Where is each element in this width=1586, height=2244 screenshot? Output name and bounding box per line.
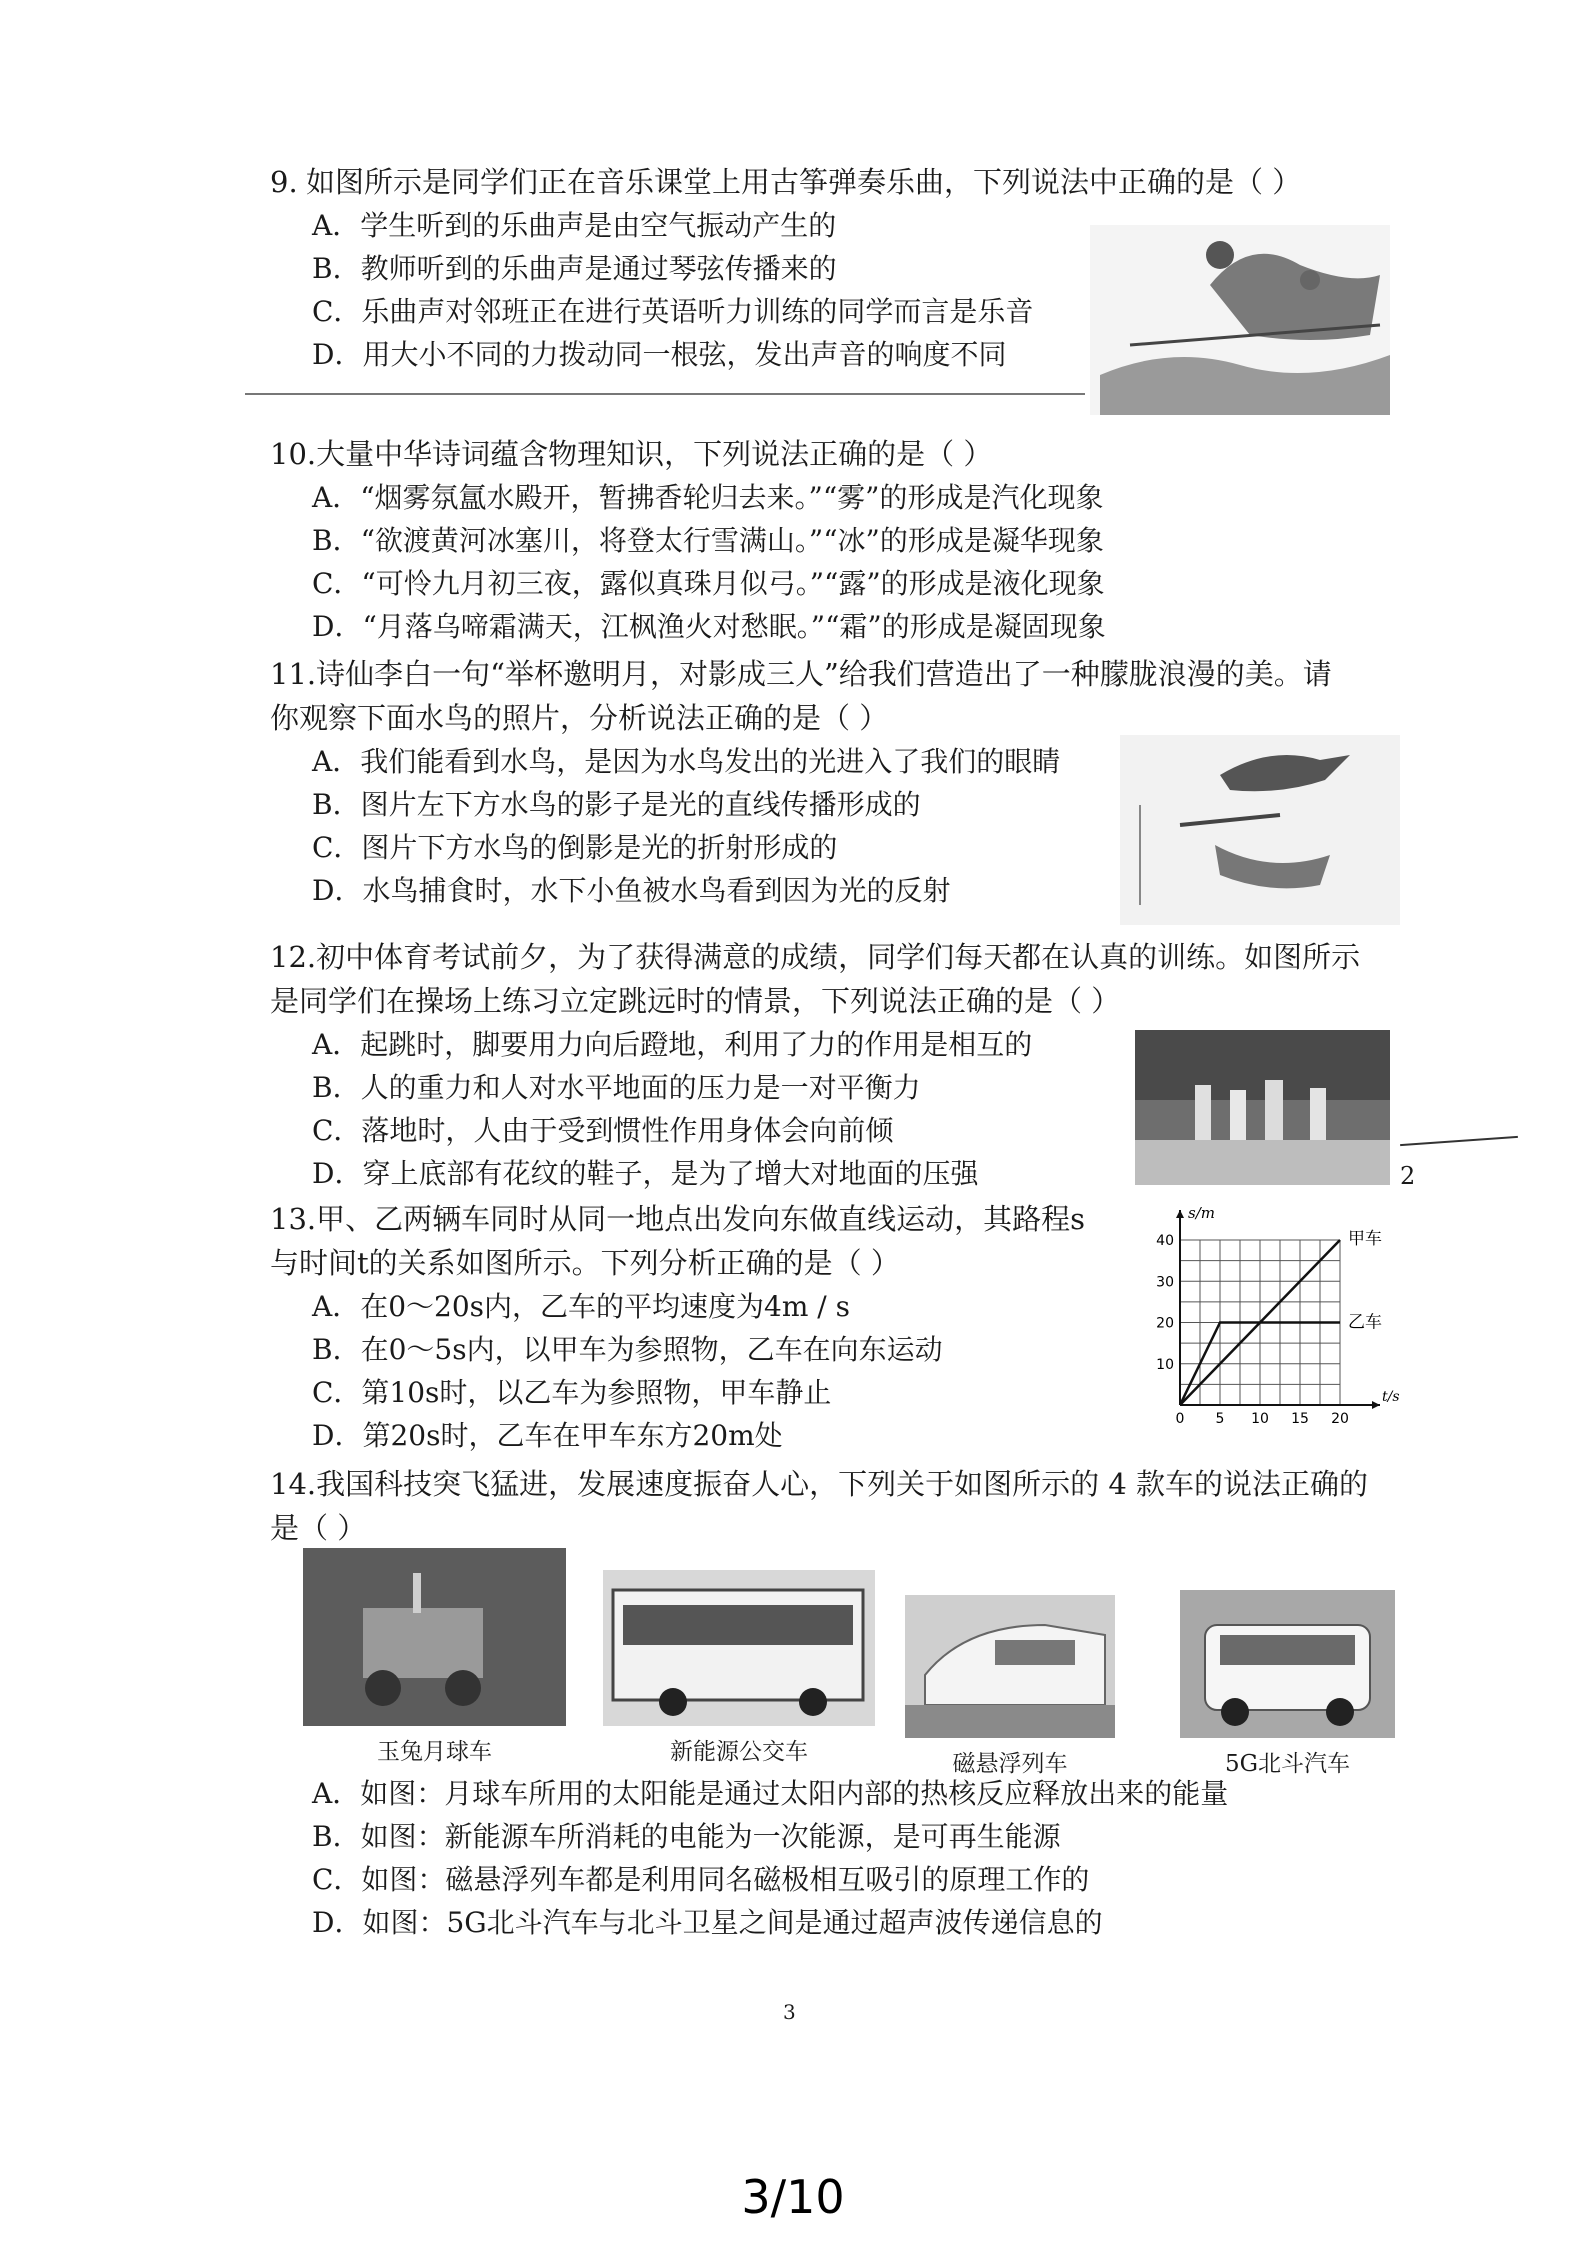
option-d: D．“月落乌啼霜满天，江枫渔火对愁眠。”“霜”的形成是凝固现象: [312, 610, 1106, 643]
question-stem-continued: 是同学们在操场上练习立定跳远时的情景，下列说法正确的是（ ）: [270, 984, 1121, 1018]
option-b: B．“欲渡黄河冰塞川，将登太行雪满山。”“冰”的形成是凝华现象: [312, 524, 1104, 557]
question-stem: 14.我国科技突飞猛进，发展速度振奋人心，下列关于如图所示的 4 款车的说法正确的: [270, 1467, 1369, 1501]
option-c: C．图片下方水鸟的倒影是光的折射形成的: [312, 831, 838, 864]
maglev-photo: [905, 1595, 1115, 1738]
lunar-rover-photo: [303, 1548, 566, 1726]
distance-time-chart: [1140, 1200, 1410, 1450]
question-10: [270, 432, 1410, 648]
option-d: D．穿上底部有花纹的鞋子，是为了增大对地面的压强: [312, 1157, 979, 1190]
x-tick-label: 10: [1251, 1411, 1269, 1427]
question-stem-continued: 是（ ）: [270, 1511, 367, 1545]
page-counter: 3/10: [741, 2170, 845, 2224]
question-stem-continued: 你观察下面水鸟的照片，分析说法正确的是（ ）: [270, 701, 889, 735]
x-tick-label: 0: [1175, 1411, 1185, 1427]
option-d: D．第20s时，乙车在甲车东方20m处: [312, 1419, 783, 1452]
long-jump-photo: [1135, 1030, 1390, 1185]
question-stem: 10.大量中华诗词蕴含物理知识，下列说法正确的是（ ）: [270, 437, 993, 471]
waterbird-photo: [1120, 735, 1400, 925]
x-axis-arrow: [1372, 1401, 1380, 1409]
margin-mark: 2: [1400, 1162, 1416, 1190]
series-label: 乙车: [1348, 1312, 1382, 1333]
option-a: A．在0～20s内，乙车的平均速度为4m / s: [312, 1290, 851, 1323]
option-a: A．我们能看到水鸟，是因为水鸟发出的光进入了我们的眼睛: [312, 745, 1061, 778]
x-axis-label: t/s: [1382, 1389, 1400, 1405]
question-14: [270, 1462, 1410, 1550]
option-b: B．如图：新能源车所消耗的电能为一次能源，是可再生能源: [312, 1820, 1061, 1853]
option-a: A．如图：月球车所用的太阳能是通过太阳内部的热核反应释放出来的能量: [312, 1777, 1229, 1810]
option-b: B．教师听到的乐曲声是通过琴弦传播来的: [312, 252, 837, 285]
y-tick-label: 30: [1156, 1274, 1174, 1291]
option-d: D．水鸟捕食时，水下小鱼被水鸟看到因为光的反射: [312, 874, 951, 907]
x-tick-label: 20: [1331, 1411, 1349, 1427]
question-stem-continued: 与时间t的关系如图所示。下列分析正确的是（ ）: [270, 1246, 900, 1280]
option-b: B．人的重力和人对水平地面的压力是一对平衡力: [312, 1071, 921, 1104]
divider-line: [245, 393, 1085, 395]
beidou-car-photo: [1180, 1590, 1395, 1738]
option-c: C．如图：磁悬浮列车都是利用同名磁极相互吸引的原理工作的: [312, 1863, 1090, 1896]
option-c: C．落地时，人由于受到惯性作用身体会向前倾: [312, 1114, 894, 1147]
y-tick-label: 10: [1156, 1356, 1174, 1373]
option-d: D．如图：5G北斗汽车与北斗卫星之间是通过超声波传递信息的: [312, 1906, 1103, 1939]
question-stem: 11.诗仙李白一句“举杯邀明月，对影成三人”给我们营造出了一种朦胧浪漫的美。请: [270, 657, 1332, 691]
option-a: A．“烟雾氛氲水殿开，暂拂香轮归去来。”“雾”的形成是汽化现象: [312, 481, 1104, 514]
option-a: A．起跳时，脚要用力向后蹬地，利用了力的作用是相互的: [312, 1028, 1033, 1061]
option-a: A．学生听到的乐曲声是由空气振动产生的: [312, 209, 837, 242]
option-c: C．第10s时，以乙车为参照物，甲车静止: [312, 1376, 832, 1409]
question-stem: 9. 如图所示是同学们正在音乐课堂上用古筝弹奏乐曲，下列说法中正确的是（ ）: [270, 165, 1302, 199]
guzheng-photo: [1090, 225, 1390, 415]
option-c: C．“可怜九月初三夜，露似真珠月似弓。”“露”的形成是液化现象: [312, 567, 1105, 600]
question-stem: 13.甲、乙两辆车同时从同一地点出发向东做直线运动，其路程s: [270, 1202, 1086, 1236]
y-axis-label: s/m: [1188, 1204, 1215, 1222]
margin-pen-stroke: [1400, 1136, 1518, 1146]
caption-beidou-car: 5G北斗汽车: [1224, 1751, 1350, 1777]
x-tick-label: 15: [1291, 1411, 1309, 1427]
y-tick-label: 40: [1156, 1233, 1174, 1249]
caption-maglev: 磁悬浮列车: [952, 1751, 1068, 1777]
y-tick-label: 20: [1156, 1315, 1174, 1332]
x-tick-label: 5: [1215, 1411, 1225, 1427]
question-stem: 12.初中体育考试前夕，为了获得满意的成绩，同学们每天都在认真的训练。如图所示: [270, 940, 1361, 974]
y-axis-arrow: [1176, 1210, 1184, 1218]
option-b: B．在0～5s内，以甲车为参照物，乙车在向东运动: [312, 1333, 943, 1366]
option-c: C．乐曲声对邻班正在进行英语听力训练的同学而言是乐音: [312, 295, 1034, 328]
page-number: 3: [783, 2000, 796, 2024]
caption-lunar-rover: 玉兔月球车: [377, 1739, 492, 1765]
option-d: D．用大小不同的力拨动同一根弦，发出声音的响度不同: [312, 338, 1007, 371]
option-b: B．图片左下方水鸟的影子是光的直线传播形成的: [312, 788, 921, 821]
caption-bus: 新能源公交车: [670, 1739, 808, 1765]
series-label: 甲车: [1348, 1229, 1382, 1249]
bus-photo: [603, 1570, 875, 1726]
question-14-options: [270, 1772, 1410, 1944]
